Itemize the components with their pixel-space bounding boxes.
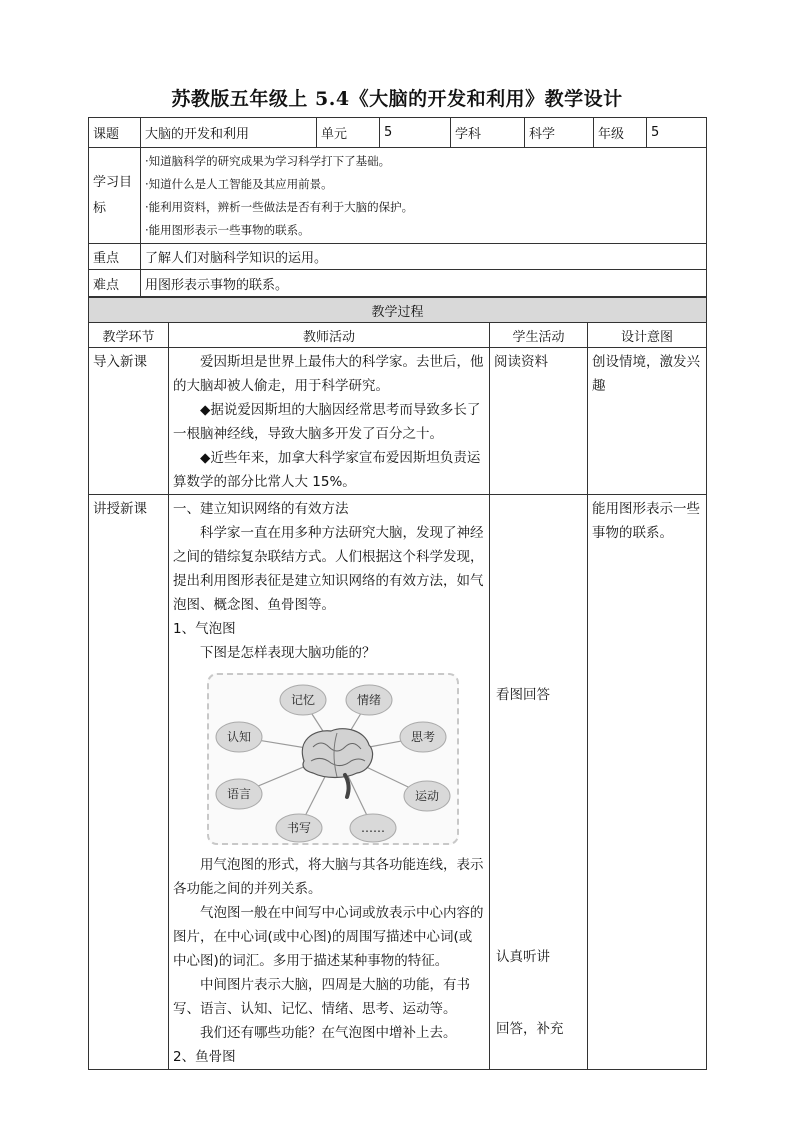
- stage-intro: 导入新课: [89, 348, 169, 495]
- svg-text:书写: 书写: [286, 821, 312, 835]
- objective-item: ·能用图形表示一些事物的联系。: [145, 222, 310, 237]
- header-stage: 教学环节: [89, 323, 169, 348]
- lecture-paragraph: 科学家一直在用多种方法研究大脑，发现了神经之间的错综复杂联结方式。人们根据这个科学发现，提出利用图形表征是建立知识网络的有效方法，如气泡图、概念图、鱼骨图等。: [173, 525, 484, 613]
- student-activity: 回答，补充: [496, 1021, 564, 1037]
- subsection-heading: 1、气泡图: [173, 621, 236, 637]
- stage-lecture: 讲授新课: [89, 495, 169, 1070]
- bubble-node: [404, 781, 450, 811]
- svg-text:语言: 语言: [226, 787, 252, 801]
- bubble-node: [400, 722, 446, 752]
- svg-text:情绪: 情绪: [356, 693, 382, 707]
- lecture-paragraph: 我们还有哪些功能？在气泡图中增补上去。: [200, 1025, 457, 1041]
- intro-intent: 创设情境，激发兴趣: [588, 348, 707, 495]
- intro-paragraph: 爱因斯坦是世界上最伟大的科学家。去世后，他的大脑却被人偷走，用于科学研究。: [173, 354, 484, 394]
- difficulty-text: 用图形表示事物的联系。: [141, 270, 707, 297]
- lecture-intent: 能用图形表示一些事物的联系。: [588, 495, 707, 1070]
- svg-text:认知: 认知: [226, 730, 252, 744]
- topic-label: 课题: [89, 118, 141, 148]
- bubble-node: [350, 814, 396, 842]
- svg-text:……: ……: [361, 821, 385, 835]
- process-table: [88, 297, 707, 1070]
- grade-value: 5: [647, 118, 707, 148]
- process-band: 教学过程: [89, 298, 707, 323]
- topic-value: 大脑的开发和利用: [141, 118, 317, 148]
- intro-teacher: [169, 348, 490, 495]
- brain-icon: [302, 729, 372, 797]
- subject-label: 学科: [451, 118, 525, 148]
- objectives-list: [141, 148, 707, 244]
- bubble-node: [276, 814, 322, 842]
- student-activity: 看图回答: [496, 687, 550, 703]
- header-intent: 设计意图: [588, 323, 707, 348]
- key-point-label: 重点: [89, 244, 141, 270]
- intro-student: 阅读资料: [490, 348, 588, 495]
- svg-text:思考: 思考: [410, 730, 436, 744]
- bubble-node: [346, 685, 392, 715]
- objective-item: ·知道脑科学的研究成果为学习科学打下了基础。: [145, 153, 391, 168]
- intro-paragraph: ◆据说爱因斯坦的大脑因经常思考而导致多长了一根脑神经线，导致大脑多开发了百分之十。: [173, 402, 481, 442]
- key-point-text: 了解人们对脑科学知识的运用。: [141, 244, 707, 270]
- difficulty-label: 难点: [89, 270, 141, 297]
- bubble-map-figure: [207, 673, 459, 845]
- bubble-node: [280, 685, 326, 715]
- unit-label: 单元: [317, 118, 380, 148]
- lecture-student: [490, 495, 588, 1070]
- objective-item: ·知道什么是人工智能及其应用前景。: [145, 176, 333, 191]
- unit-value: 5: [380, 118, 451, 148]
- header-teacher: 教师活动: [169, 323, 490, 348]
- objective-item: ·能利用资料，辨析一些做法是否有利于大脑的保护。: [145, 199, 414, 214]
- bubble-node: [216, 722, 262, 752]
- svg-text:记忆: 记忆: [290, 693, 316, 707]
- lecture-paragraph: 气泡图一般在中间写中心词或放表示中心内容的图片，在中心词(或中心图)的周围写描述中心词(或中心图)的词汇。多用于描述某种事物的特征。: [173, 905, 484, 969]
- objectives-label: 学习目标: [89, 148, 141, 244]
- section-heading: 一、建立知识网络的有效方法: [173, 501, 349, 517]
- bubble-map: [209, 675, 457, 843]
- info-table: [88, 117, 707, 297]
- grade-label: 年级: [594, 118, 647, 148]
- lecture-paragraph: 中间图片表示大脑，四周是大脑的功能，有书写、语言、认知、记忆、情绪、思考、运动等。: [173, 977, 470, 1017]
- subject-value: 科学: [525, 118, 594, 148]
- question-text: 下图是怎样表现大脑功能的？: [200, 645, 376, 661]
- lecture-teacher: [169, 495, 490, 1070]
- header-student: 学生活动: [490, 323, 588, 348]
- student-activity: 认真听讲: [496, 949, 550, 965]
- document-title: 苏教版五年级上 5.4《大脑的开发和利用》教学设计: [171, 88, 623, 110]
- lecture-paragraph: 用气泡图的形式，将大脑与其各功能连线，表示各功能之间的并列关系。: [173, 857, 484, 897]
- bubble-node: [216, 779, 262, 809]
- intro-paragraph: ◆近些年来，加拿大科学家宣布爱因斯坦负责运算数学的部分比常人大 15%。: [173, 450, 481, 490]
- svg-text:运动: 运动: [414, 789, 440, 803]
- subsection-heading: 2、鱼骨图: [173, 1049, 236, 1065]
